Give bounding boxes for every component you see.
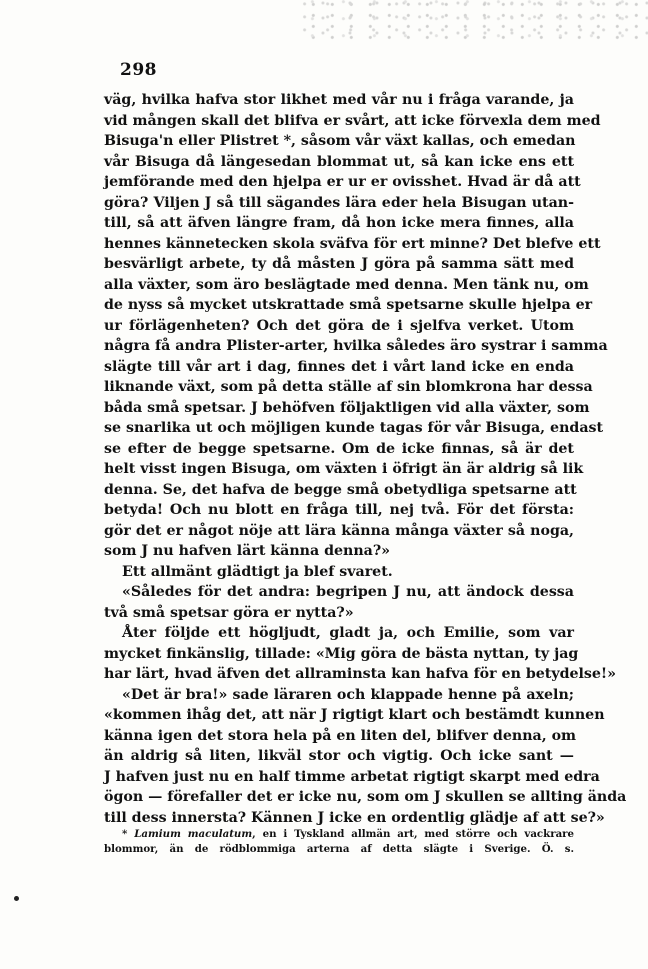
text-line: jemförande med den hjelpa er ur er ovisshet. Hvad är då att — [104, 174, 581, 190]
text-line: till, så att äfven längre fram, då hon icke mera finnes, alla — [104, 215, 574, 231]
text-line: helt visst ingen Bisuga, om växten i öfrigt än är aldrig så lik — [104, 461, 584, 477]
text-line: ögon — förefaller det er icke nu, som om J skullen se allting ända — [104, 789, 627, 805]
footnote — [104, 827, 574, 857]
text-line: se efter de begge spetsarne. Om de icke finnas, så är det — [104, 440, 574, 457]
text-line: två små spetsar göra er nytta?» — [104, 604, 354, 621]
text-line: hennes kännetecken skola sväfva för ert minne? Det blefve ett — [104, 235, 601, 252]
text-line: väg, hvilka hafva stor likhet med vår nu i fråga varande, ja — [104, 92, 574, 108]
text-line: vid mången skall det blifva er svårt, att icke förvexla dem med — [104, 112, 601, 129]
text-line: se snarlika ut och möjligen kunde tagas för vår Bisuga, endast — [104, 420, 604, 436]
text-line: känna igen det stora hela på en liten del, blifver denna, om — [104, 727, 577, 744]
text-line: «kommen ihåg det, att när J rigtigt klart och bestämdt kunnen — [104, 707, 605, 723]
text-line: denna. Se, det hafva de begge små obetydliga spetsarne att — [104, 481, 577, 498]
text-line: ur förlägenheten? Och det göra de i sjelfva verket. Utom — [104, 317, 574, 334]
text-line: som J nu hafven lärt känna denna?» — [104, 543, 391, 559]
text-line: Bisuga'n eller Plistret *, såsom vår växt kallas, och emedan — [104, 133, 576, 149]
footnote-line: blommor, än de rödblommiga arterna af detta slägte i Sverige. Ö. s. — [104, 843, 574, 855]
text-line: besvärligt arbete, ty då måsten J göra på samma sätt med — [104, 256, 574, 272]
text-line: «Det är bra!» sade läraren och klappade henne på axeln; — [122, 686, 574, 703]
text-line: några få andra Plister-arter, hvilka således äro systrar i samma — [104, 338, 608, 354]
page-edge-speckle — [300, 0, 648, 40]
text-line: till dess innersta? Kännen J icke en ordentlig glädje af att se?» — [104, 809, 605, 826]
text-line: J hafven just nu en half timme arbetat rigtigt skarpt med edra — [104, 768, 600, 785]
footnote-line: * Lamium maculatum, en i Tyskland allmän art, med större och vackrare — [122, 828, 575, 840]
text-line: gör det er något nöje att lära känna många växter så noga, — [104, 522, 574, 539]
text-line: Åter följde ett högljudt, gladt ja, och Emilie, som var — [122, 625, 574, 641]
text-line: de nyss så mycket utskrattade små spetsarne skulle hjelpa er — [104, 297, 593, 313]
margin-mark — [14, 896, 19, 901]
text-line: göra? Viljen J så till sägandes lära eder hela Bisugan utan- — [104, 194, 574, 211]
page-number: 298 — [120, 60, 157, 80]
text-line: «Således för det andra: begripen J nu, att ändock dessa — [122, 584, 574, 600]
text-line: vår Bisuga då längesedan blommat ut, så kan icke ens ett — [104, 153, 574, 170]
text-line: än aldrig så liten, likväl stor och vigtig. Och icke sant — — [104, 748, 574, 764]
text-line: Ett allmänt glädtigt ja blef svaret. — [122, 563, 393, 580]
text-line: mycket finkänslig, tillade: «Mig göra de bästa nyttan, ty jag — [104, 645, 579, 662]
body-text — [104, 90, 627, 828]
text-line: båda små spetsar. J behöfven följaktligen vid alla växter, som — [104, 399, 590, 416]
text-line: har lärt, hvad äfven det allraminsta kan hafva för en betydelse!» — [104, 666, 617, 682]
text-line: betyda! Och nu blott en fråga till, nej två. För det första: — [104, 502, 574, 518]
text-line: slägte till vår art i dag, finnes det i vårt land icke en enda — [104, 358, 574, 375]
text-line: liknande växt, som på detta ställe af sin blomkrona har dessa — [104, 379, 593, 395]
text-line: alla växter, som äro beslägtade med denna. Men tänk nu, om — [104, 276, 589, 293]
